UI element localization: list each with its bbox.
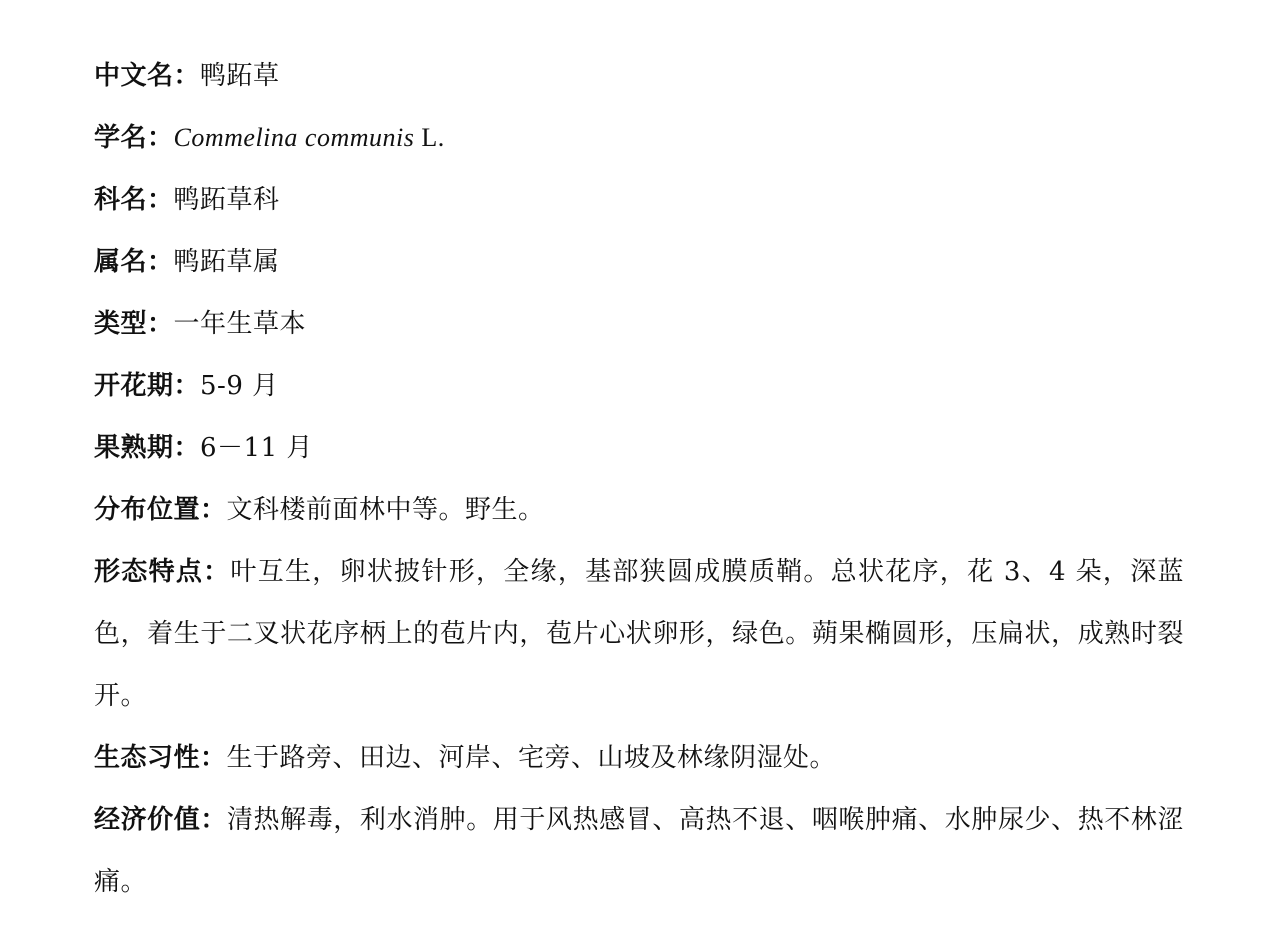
chinese-name-value: 鸭跖草 xyxy=(200,61,280,91)
type-label: 类型： xyxy=(94,309,174,339)
type-row xyxy=(94,293,1184,355)
economic-value-row xyxy=(94,789,1184,913)
flowering-label: 开花期： xyxy=(94,371,201,401)
distribution-row xyxy=(94,479,1184,541)
flowering-row xyxy=(94,355,1184,417)
genus-row xyxy=(94,231,1184,293)
economic-value-label: 经济价值： xyxy=(94,805,227,835)
morphology-row xyxy=(94,541,1184,727)
ecology-row xyxy=(94,727,1184,789)
fruiting-row xyxy=(94,417,1184,479)
chinese-name-row xyxy=(94,45,1184,107)
ecology-label: 生态习性： xyxy=(94,743,227,773)
economic-value-value: 清热解毒，利水消肿。用于风热感冒、高热不退、咽喉肿痛、水肿尿少、热不林涩痛。 xyxy=(94,805,1184,897)
family-label: 科名： xyxy=(94,185,174,215)
family-row xyxy=(94,169,1184,231)
distribution-label: 分布位置： xyxy=(94,495,227,525)
flowering-value: 5-9 月 xyxy=(200,371,279,401)
ecology-value: 生于路旁、田边、河岸、宅旁、山坡及林缘阴湿处。 xyxy=(226,743,837,773)
genus-label: 属名： xyxy=(94,247,174,277)
scientific-name-row xyxy=(94,107,1184,169)
scientific-name-author: L. xyxy=(414,123,445,152)
type-value: 一年生草本 xyxy=(173,309,307,339)
scientific-name-value: Commelina communis xyxy=(173,123,415,152)
distribution-value: 文科楼前面林中等。野生。 xyxy=(226,495,545,525)
morphology-value: 叶互生，卵状披针形，全缘，基部狭圆成膜质鞘。总状花序，花 3、4 朵，深蓝色，着生于二叉状花序柄上的苞片内，苞片心状卵形，绿色。蒴果椭圆形，压扁状，成熟时裂开。 xyxy=(94,557,1184,711)
morphology-label: 形态特点： xyxy=(94,557,231,587)
chinese-name-label: 中文名： xyxy=(94,61,201,91)
fruiting-label: 果熟期： xyxy=(94,433,201,463)
family-value: 鸭跖草科 xyxy=(173,185,280,215)
scientific-name-label: 学名： xyxy=(94,123,174,153)
genus-value: 鸭跖草属 xyxy=(173,247,280,277)
plant-info-document xyxy=(94,45,1184,913)
fruiting-value: 6－11 月 xyxy=(200,433,313,463)
